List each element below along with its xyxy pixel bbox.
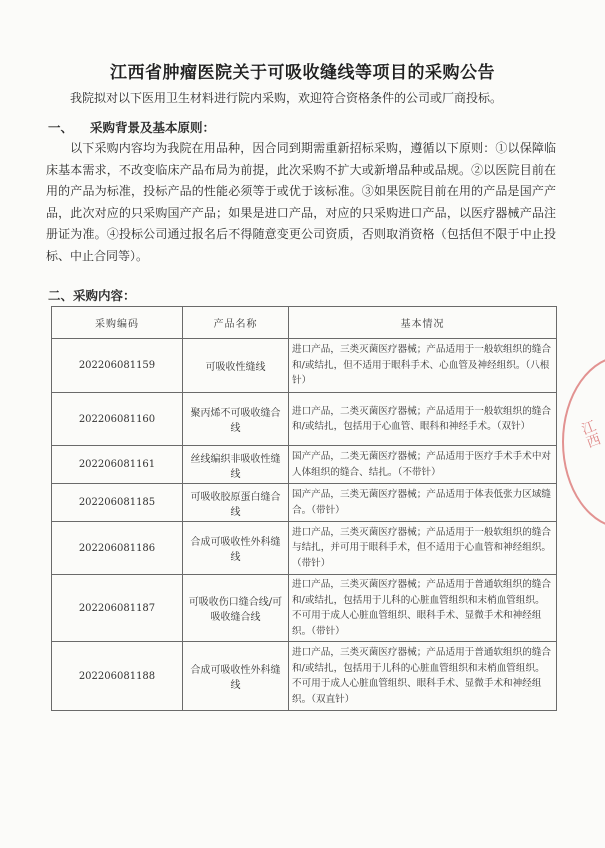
- cell-name: 丝线编织非吸收性缝线: [183, 446, 289, 484]
- table-row: [52, 446, 557, 484]
- header-name: 产品名称: [183, 307, 289, 339]
- header-code: 采购编码: [52, 307, 183, 339]
- table-row: [52, 575, 557, 642]
- table-row: [52, 642, 557, 711]
- cell-name: 合成可吸收性外科缝线: [183, 522, 289, 575]
- section1-paragraph: 以下采购内容均为我院在用品种，因合同到期需重新招标采购，遵循以下原则：①以保障临床基本需求，不改变临床产品布局为前提，此次采购不扩大或新增品种或品规。②以医院目前在用的产品为标准，投标产品的性能必须等于或优于该标准。③如果医院目前在用的产品是国产产品，此次对应的只采购国产产品；如果是进口产品，对应的只采购进口产品，以医疗器械产品注册证为准。④投标公司通过报名后不得随意变更公司资质，否则取消资格（包括但不限于中止投标、中止合同等）。: [46, 141, 556, 263]
- cell-name: 聚丙烯不可吸收缝合线: [183, 393, 289, 446]
- cell-code: 202206081161: [52, 446, 183, 484]
- cell-info: 进口产品，二类灭菌医疗器械；产品适用于一般软组织的缝合和/或结扎，包括用于心血管、眼科和神经手术。（双针）: [289, 393, 557, 446]
- cell-code: 202206081159: [52, 339, 183, 393]
- cell-code: 202206081186: [52, 522, 183, 575]
- cell-info: 进口产品，三类灭菌医疗器械；产品适用于一般软组织的缝合和/或结扎，但不适用于眼科手术、心血管及神经组织。（八根针）: [289, 339, 557, 393]
- cell-code: 202206081188: [52, 642, 183, 711]
- procurement-table: [51, 306, 557, 711]
- cell-name: 合成可吸收性外科缝线: [183, 642, 289, 711]
- intro-text: 我院拟对以下医用卫生材料进行院内采购，欢迎符合资格条件的公司或厂商投标。: [70, 91, 503, 105]
- table-row: [52, 484, 557, 522]
- cell-info: 进口产品，三类灭菌医疗器械；产品适用于一般软组织的缝合与结扎，并可用于眼科手术，但不适用于心血管和神经组织。（带针）: [289, 522, 557, 575]
- cell-code: 202206081160: [52, 393, 183, 446]
- section2-heading: 二、采购内容：: [48, 288, 136, 303]
- table-row: [52, 522, 557, 575]
- cell-name: 可吸收性缝线: [183, 339, 289, 393]
- table-header-row: [52, 307, 557, 339]
- cell-info: 进口产品，三类灭菌医疗器械；产品适用于普通软组织的缝合和/或结扎，包括用于儿科的心脏血管组织和末梢血管组织。不可用于成人心脏血管组织、眼科手术、显微手术和神经组织。（带针）: [289, 575, 557, 642]
- cell-code: 202206081187: [52, 575, 183, 642]
- cell-info: 进口产品，三类灭菌医疗器械；产品适用于普通软组织的缝合和/或结扎，包括用于儿科的心脏血管组织和末梢血管组织。不可用于成人心脏血管组织、眼科手术、显微手术和神经组织。（双直针）: [289, 642, 557, 711]
- cell-name: 可吸收伤口缝合线/可吸收缝合线: [183, 575, 289, 642]
- section1-title: 采购背景及基本原则：: [90, 120, 216, 135]
- cell-info: 国产产品，二类无菌医疗器械；产品适用于医疗手术手术中对人体组织的缝合、结扎。（不带针）: [289, 446, 557, 484]
- cell-info: 国产产品，三类无菌医疗器械；产品适用于体表低张力区域缝合。（带针）: [289, 484, 557, 522]
- official-seal-text: 江西: [577, 418, 603, 450]
- table-row: [52, 339, 557, 393]
- section1-number: 一、: [48, 120, 74, 135]
- cell-name: 可吸收胶原蛋白缝合线: [183, 484, 289, 522]
- section1-heading: [48, 118, 215, 136]
- table-row: [52, 393, 557, 446]
- cell-code: 202206081185: [52, 484, 183, 522]
- document-title: 江西省肿瘤医院关于可吸收缝线等项目的采购公告: [110, 63, 495, 83]
- header-info: 基本情况: [289, 307, 557, 339]
